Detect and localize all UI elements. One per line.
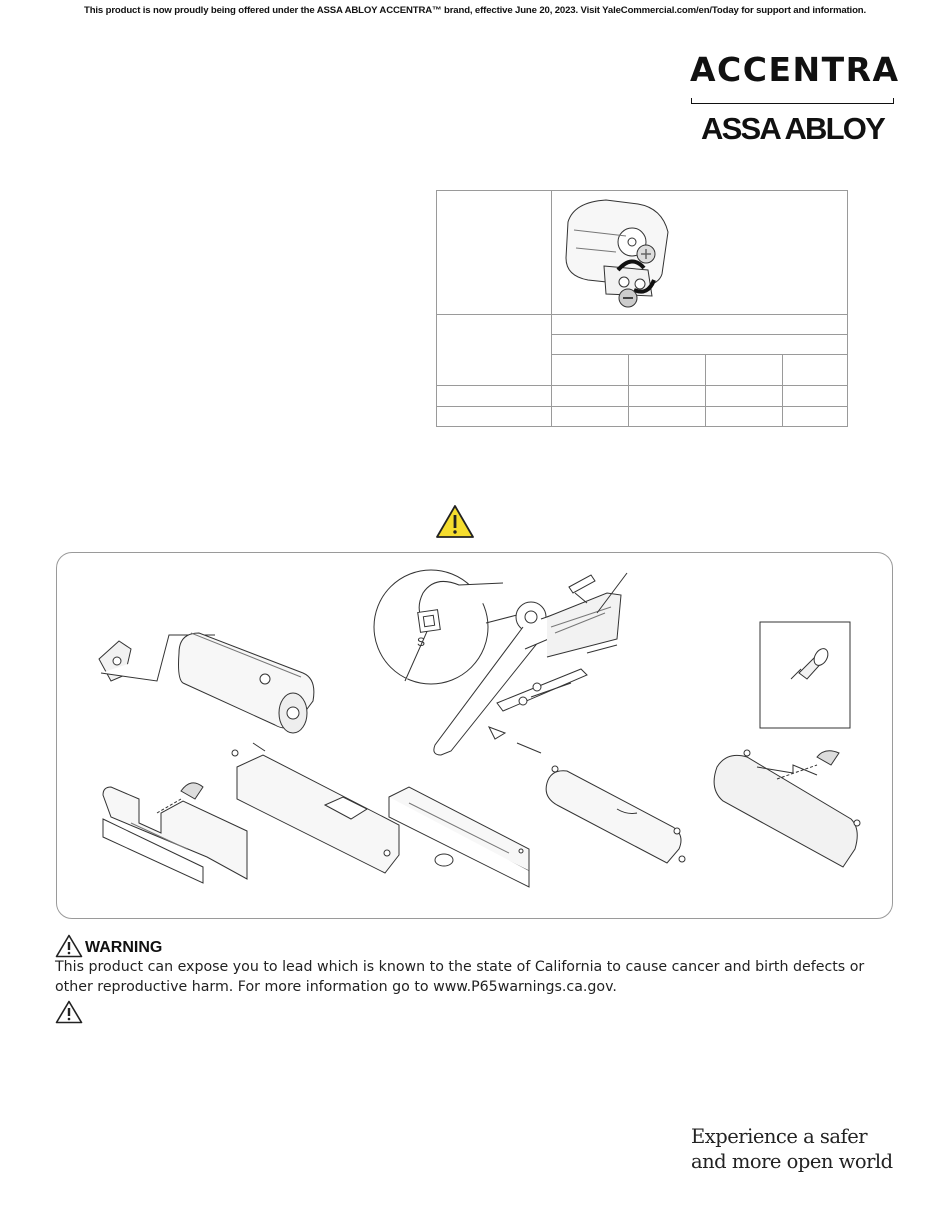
cover-curved: [714, 750, 860, 867]
cover-standard: [103, 783, 247, 883]
closer-adjustment-illustration: [566, 200, 668, 307]
cover-long: [232, 750, 399, 873]
warning-title: WARNING: [85, 939, 163, 956]
prop65-warning-text: This product can expose you to lead which is known to the state of California to cause cancer and birth defects or other reproductive harm. For more information go to www.P65warnings.ca.gov.: [55, 959, 865, 995]
cover-slim: [389, 787, 529, 887]
logo-divider: [691, 98, 894, 104]
parts-diagram-frame: [56, 552, 893, 919]
logo-assa-abloy-text: ASSA ABLOY: [701, 111, 884, 146]
tagline-line-2: and more open world: [691, 1150, 893, 1173]
door-closer-body: [99, 633, 314, 751]
warning-triangle-icon: [55, 934, 83, 958]
accentra-assa-abloy-logo: [690, 50, 900, 147]
logo-accentra-text: ACCENTRA: [690, 50, 900, 89]
brand-notice: This product is now proudly being offered under the ASSA ABLOY ACCENTRA™ brand, effective June 20, 2023. Visit YaleCommercial.com/en/Today for support and information.: [83, 5, 867, 16]
tagline-line-1: Experience a safer: [691, 1125, 868, 1148]
brand-tagline: [691, 1124, 921, 1174]
cover-rounded: [546, 766, 685, 863]
warning-triangle-icon: [55, 1000, 83, 1024]
parts-diagram: [57, 553, 893, 919]
detail-label: S: [417, 635, 426, 649]
spec-table: [436, 190, 849, 428]
caution-triangle-icon: [436, 504, 476, 540]
